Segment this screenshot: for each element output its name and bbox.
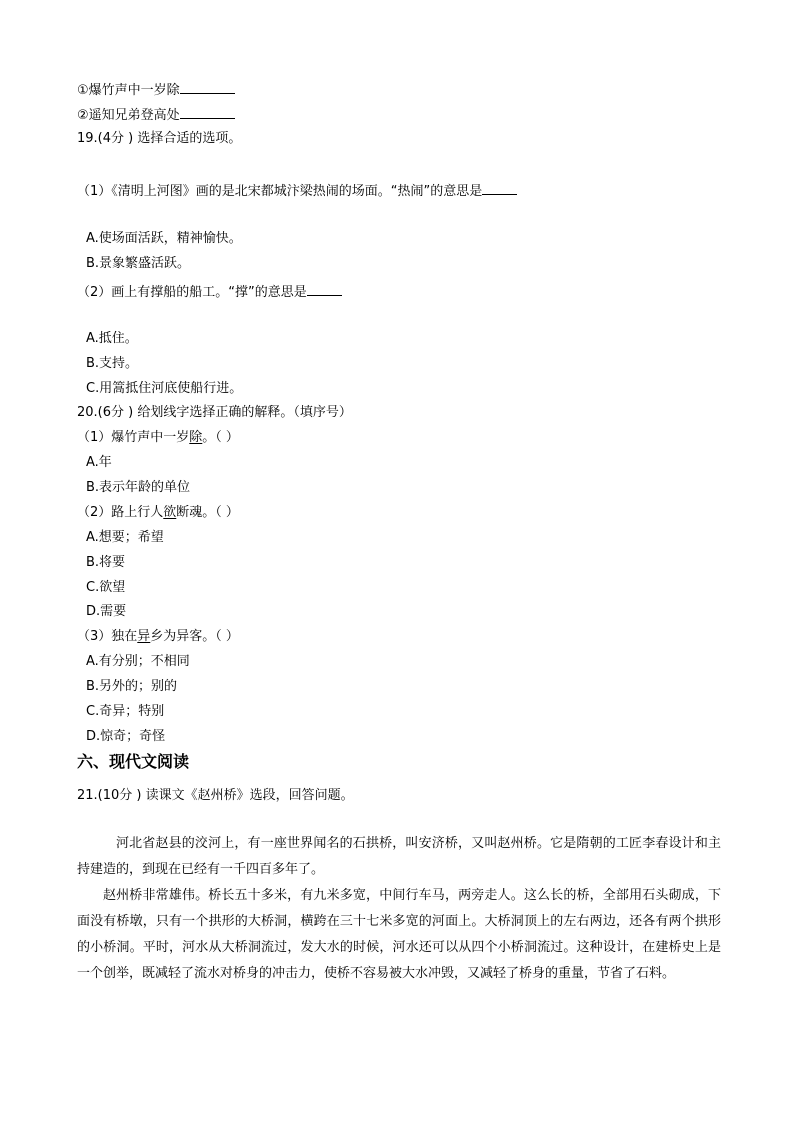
q19-sub1-option-b: B.景象繁盛活跃。 — [86, 256, 191, 271]
section-heading: 六、现代文阅读 — [77, 752, 190, 771]
underlined-char: 欲 — [163, 505, 177, 520]
q20-sub2-option-c: C.欲望 — [86, 580, 126, 595]
answer-blank[interactable] — [307, 282, 342, 296]
q20-sub3-option-d: D.惊奇；奇怪 — [86, 729, 166, 744]
q20-sub2-option-b: B.将要 — [86, 555, 126, 570]
q19-sub1: （1）《清明上河图》画的是北宋都城汴梁热闹的场面。“热闹”的意思是 — [77, 181, 517, 201]
q20-sub3-option-c: C.奇异；特别 — [86, 704, 165, 719]
poem-line-1: ①爆竹声中一岁除 — [77, 80, 235, 100]
answer-blank[interactable] — [482, 181, 517, 195]
underlined-char: 除 — [189, 430, 203, 445]
q19-sub1-option-a: A.使场面活跃，精神愉快。 — [86, 231, 242, 246]
q19-title: 19.(4分 ) 选择合适的选项。 — [77, 131, 242, 146]
q20-sub3-option-b: B.另外的；别的 — [86, 679, 178, 694]
q19-sub2-option-c: C.用篙抵住河底使船行进。 — [86, 381, 243, 396]
q20-sub2-option-a: A.想要；希望 — [86, 530, 164, 545]
q20-sub2-option-d: D.需要 — [86, 604, 127, 619]
poem-line-2: ②遥知兄弟登高处 — [77, 105, 235, 125]
q20-sub1: （1）爆竹声中一岁除。（ ） — [77, 430, 239, 445]
q21-title: 21.(10分 ) 读课文《赵州桥》选段，回答问题。 — [77, 788, 354, 803]
q20-title: 20.(6分 ) 给划线字选择正确的解释。（填序号） — [77, 405, 352, 420]
passage-paragraph-1: 河北省赵县的洨河上，有一座世界闻名的石拱桥，叫安济桥，又叫赵州桥。它是隋朝的工匠李春设计和主持建造的，到现在已经有一千四百多年了。 — [77, 836, 721, 877]
passage-paragraph-2: 赵州桥非常雄伟。桥长五十多米，有九米多宽，中间行车马，两旁走人。这么长的桥，全部用石头砌成，下面没有桥墩，只有一个拱形的大桥洞，横跨在三十七米多宽的河面上。大桥洞顶上的左右两边，还各有两个拱形的小桥洞。平时，河水从大桥洞流过，发大水的时候，河水还可以从四个小桥洞流过。这种设计，在建桥史上是一个创举，既减轻了流水对桥身的冲击力，使桥不容易被大水冲毁，又减轻了桥身的重量，节省了石料。 — [77, 888, 721, 981]
q20-sub1-option-b: B.表示年龄的单位 — [86, 480, 191, 495]
underlined-char: 异 — [137, 629, 151, 644]
q20-sub1-option-a: A.年 — [86, 455, 112, 470]
q20-sub2: （2）路上行人欲断魂。（ ） — [77, 505, 239, 520]
q19-sub2: （2）画上有撑船的船工。“撑”的意思是 — [77, 282, 342, 302]
q19-sub2-option-a: A.抵住。 — [86, 331, 138, 346]
answer-blank[interactable] — [180, 80, 235, 94]
q20-sub3-option-a: A.有分别；不相同 — [86, 654, 190, 669]
q20-sub3: （3）独在异乡为异客。（ ） — [77, 629, 239, 644]
answer-blank[interactable] — [180, 105, 235, 119]
q19-sub2-option-b: B.支持。 — [86, 356, 139, 371]
